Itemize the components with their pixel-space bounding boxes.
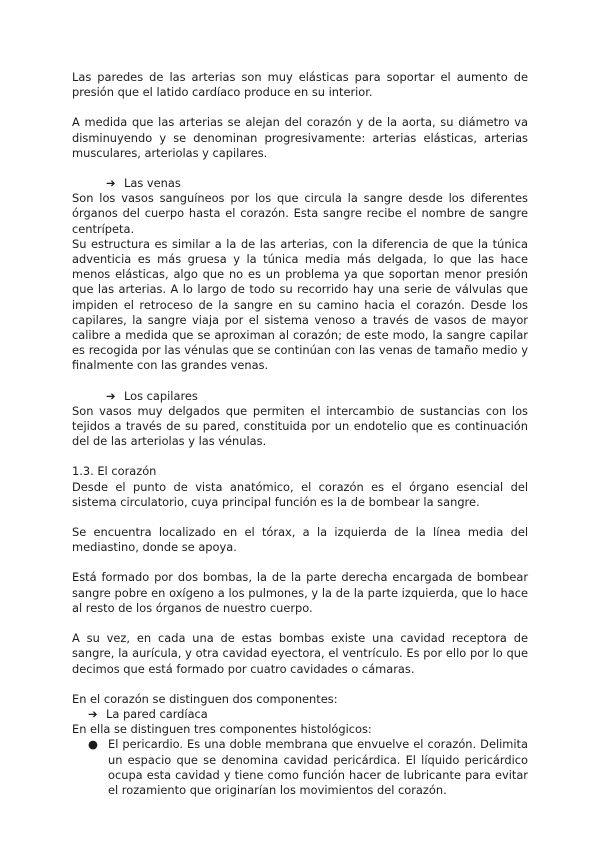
arrow-icon: ➔: [106, 388, 116, 403]
paragraph-arterias-elasticas: Las paredes de las arterias son muy elásticas para soportar el aumento de presión que el latido cardíaco produce en su interior.: [72, 70, 528, 100]
paragraph-corazon-cavidades: A su vez, en cada una de estas bombas existe una cavidad receptora de sangre, la aurícula, y otra cavidad eyectora, el ventrículo. Es por ello por lo que decimos que está formado por cuatro cavidades o cámaras.: [72, 631, 528, 676]
section-heading-corazon: 1.3. El corazón: [72, 464, 157, 479]
list-item-pericardio: [72, 737, 528, 798]
document-page: [72, 70, 528, 798]
bullet-icon: ●: [88, 737, 98, 752]
paragraph-corazon-localizacion: Se encuentra localizado en el tórax, a la izquierda de la línea media del mediastino, donde se apoya.: [72, 525, 528, 555]
heading-pared-label: La pared cardíaca: [106, 706, 208, 721]
arrow-icon: ➔: [106, 176, 116, 191]
heading-capilares-label: Los capilares: [124, 388, 198, 403]
paragraph-venas-definicion: Son los vasos sanguíneos por los que circula la sangre desde los diferentes órganos del cuerpo hasta el corazón. Esta sangre recibe el nombre de sangre centrípeta.: [72, 191, 528, 236]
paragraph-corazon-anatomico: Desde el punto de vista anatómico, el corazón es el órgano esencial del sistema circulatorio, cuya principal función es la de bombear la sangre.: [72, 479, 528, 509]
paragraph-venas-estructura: Su estructura es similar a la de las arterias, con la diferencia de que la túnica adventicia es más gruesa y la túnica media más delgada, lo que las hace menos elásticas, algo que no es un problema ya que soportan menor presión que las arterias. A lo largo de todo su recorrido hay una serie de válvulas que impiden el retroceso de la sangre en su camino hacia el corazón. Desde los capilares, la sangre viaja por el sistema venoso a través de vasos de mayor calibre a medida que se aproximan al corazón; de este modo, la sangre capilar es recogida por las vénulas que se continúan con las venas de tamaño medio y finalmente con las grandes venas.: [72, 236, 528, 373]
heading-pared-cardiaca: [72, 707, 528, 722]
heading-venas-label: Las venas: [124, 176, 181, 191]
heading-venas: [72, 176, 528, 191]
paragraph-corazon-bombas: Está formado por dos bombas, la de la parte derecha encargada de bombear sangre pobre en oxígeno a los pulmones, y la de la parte izquierda, que lo hace al resto de los órganos de nuestro cuerpo.: [72, 570, 528, 615]
list-item-pericardio-text: El pericardio. Es una doble membrana que envuelve el corazón. Delimita un espacio que se denomina cavidad pericárdica. El líquido pericárdico ocupa esta cavidad y tiene como función hacer de lubricante para evitar el rozamiento que originarían los movimientos del corazón.: [108, 737, 528, 797]
paragraph-capilares: Son vasos muy delgados que permiten el intercambio de sustancias con los tejidos a través de su pared, constituida por un endotelio que es continuación del de las arteriolas y las vénulas.: [72, 403, 528, 449]
paragraph-arterias-diametro: A medida que las arterias se alejan del corazón y de la aorta, su diámetro va disminuyendo y se denominan progresivamente: arterias elásticas, arterias musculares, arteriolas y capilares.: [72, 115, 528, 160]
paragraph-componentes-intro: En el corazón se distinguen dos componentes:: [72, 691, 338, 706]
heading-capilares: [72, 389, 528, 404]
paragraph-pared-intro: En ella se distinguen tres componentes histológicos:: [72, 722, 372, 737]
arrow-icon: ➔: [88, 706, 98, 721]
